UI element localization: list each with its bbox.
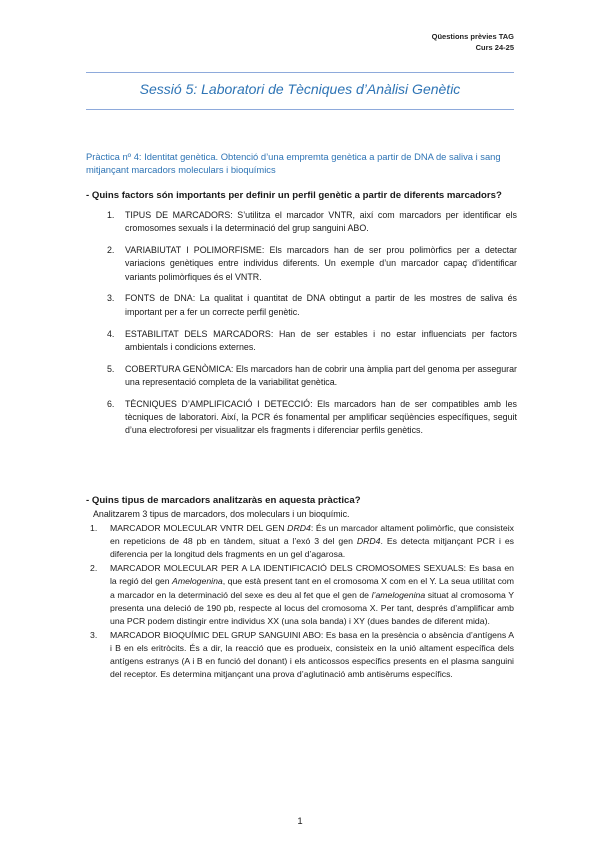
list-item-number: 3. — [90, 629, 98, 640]
list-item-text: situat al cromosoma Y presenta una deleció de 190 pb, respecte al locus del cromosoma X. Per tant, després d’amplificar amb una PCR podem distingir entre individus XX (una sola banda) i XY (dues bandes de diferent mida). — [110, 589, 514, 626]
list-item-text: MARCADOR MOLECULAR VNTR DEL GEN — [110, 523, 288, 533]
page-number: 1 — [297, 816, 303, 827]
list-item-number: 1. — [90, 523, 98, 533]
list-item-number: 5. — [107, 363, 115, 374]
list-item — [107, 328, 517, 355]
gene-name: l’amelogenina — [371, 589, 426, 600]
page-header — [432, 31, 514, 53]
list-item — [86, 629, 514, 682]
list-item-number: 2. — [90, 563, 98, 574]
markers-intro: Analitzarem 3 tipus de marcadors, dos moleculars i un bioquímic. — [93, 509, 350, 519]
list-item — [86, 522, 514, 562]
list-item-text: MARCADOR MOLECULAR PER A LA IDENTIFICACIÓ DELS CROMOSOMES SEXUALS: Es basa en la regió del gen — [110, 563, 514, 587]
list-item-text: MARCADOR BIOQUÍMIC DEL GRUP SANGUINI ABO: Es basa en la presència o absència d’antígens A i B en els eritròcits. És a dir, la reacció que es produeix, consisteix en la unió altament específica dels antígens estranys (A i B en funció del donant) i els anticossos específics presents en el plasma sanguini del receptor. Es determina mitjançant una prova d’aglutinació amb antisèrums específics. — [110, 629, 514, 680]
list-item-text: TÈCNIQUES D’AMPLIFICACIÓ I DETECCIÓ: Els marcadors han de ser compatibles amb les tècniques de laboratori. Així, la PCR és fonamental per amplificar seqüències específiques, seguit d’una electroforesi per visualitzar els fragments i diferenciar perfils genètics. — [125, 398, 517, 436]
list-item-text: VARIABIUTAT I POLIMORFISME: Els marcadors han de ser prou polimòrfics per a detectar variacions genètiques entre individus diferents. Un exemple d’un marcador capaç d’identificar variants polimòrfiques és el VNTR. — [125, 245, 517, 282]
list-item-text: TIPUS DE MARCADORS: S’utilitza el marcador VNTR, així com marcadors per identificar els cromosomes sexuals i la determinació del grup sanguini ABO. — [125, 210, 517, 234]
gene-name: Amelogenina — [172, 576, 223, 587]
list-item-text: . Es detecta mitjançant PCR i es diferencia per la longitud dels fragments en un gel d’agarosa. — [110, 536, 515, 560]
list-item — [107, 363, 517, 390]
list-item — [107, 398, 517, 438]
session-title: Sessió 5: Laboratori de Tècniques d’Anàlisi Genètic — [139, 81, 461, 97]
markers-list — [86, 522, 514, 682]
list-item-text: : És un marcador altament polimòrfic, que consisteix en repeticions de 48 pb en tàndem, situat a l’exó 3 del gen — [110, 523, 514, 547]
title-rule-bottom — [86, 109, 514, 110]
question-2-heading: - Quins tipus de marcadors analitzaràs en aquesta pràctica? — [86, 495, 361, 506]
list-item-number: 4. — [107, 328, 115, 339]
list-item-number: 1. — [107, 210, 115, 220]
practice-title: Pràctica nº 4: Identitat genètica. Obtenció d’una empremta genètica a partir de DNA de saliva i sang mitjançant marcadors moleculars i bioquímics — [86, 151, 501, 175]
gene-name: DRD4 — [356, 536, 381, 547]
list-item-number: 3. — [107, 293, 115, 304]
header-course-year: Curs 24-25 — [475, 43, 514, 52]
list-item — [107, 209, 517, 236]
list-item-text: FONTS de DNA: La qualitat i quantitat de DNA obtingut a partir de les mostres de saliva és important per a fer un correcte perfil genètic. — [125, 293, 517, 317]
list-item-text: COBERTURA GENÒMICA: Els marcadors han de cobrir una àmplia part del genoma per assegurar una representació completa de la variabilitat genètica. — [125, 363, 517, 387]
list-item — [107, 292, 517, 319]
list-item — [107, 244, 517, 284]
list-item — [86, 562, 514, 628]
list-item-number: 6. — [107, 398, 115, 409]
header-course-name: Qüestions prèvies TAG — [431, 32, 514, 41]
list-item-number: 2. — [107, 245, 115, 256]
list-item-text: , que està present tant en el cromosoma X com en el Y. La seua utilitat com a marcador en la determinació del sexe es deu al fet que el gen de — [110, 576, 515, 600]
title-rule-top — [86, 72, 514, 73]
gene-name: DRD4 — [287, 523, 311, 533]
question-1-heading: - Quins factors són importants per definir un perfil genètic a partir de diferents marcadors? — [86, 190, 502, 201]
list-item-text: ESTABILITAT DELS MARCADORS: Han de ser estables i no estar influenciats per factors ambientals i condicions externes. — [125, 328, 517, 352]
factors-list — [107, 209, 517, 446]
